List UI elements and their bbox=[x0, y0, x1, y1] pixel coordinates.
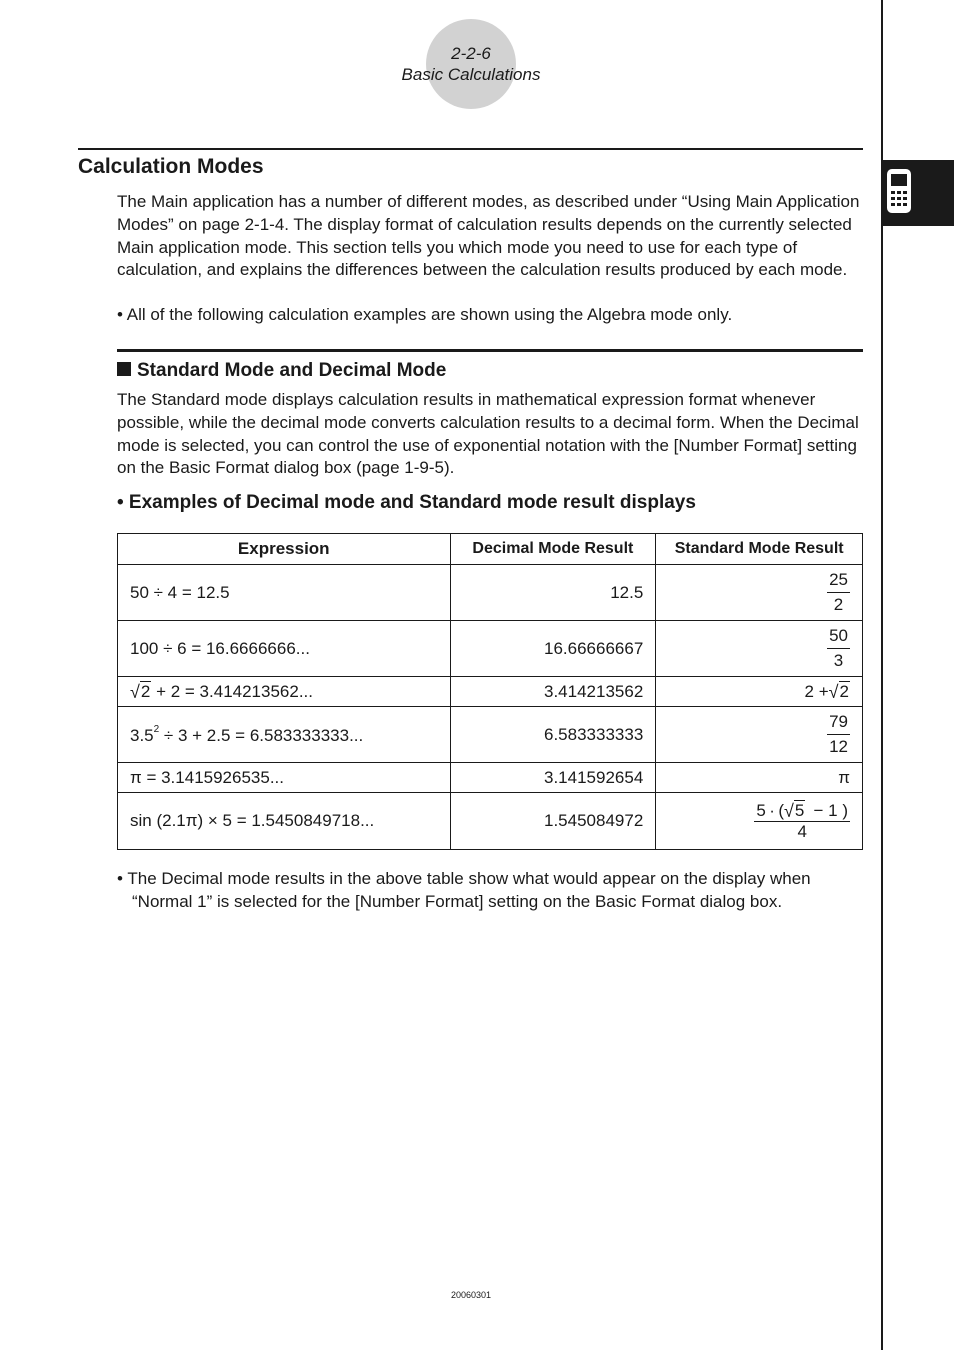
radicand: 5 bbox=[794, 800, 805, 820]
radicand: 2 bbox=[839, 681, 849, 701]
results-table bbox=[117, 533, 863, 850]
section-intro: The Main application has a number of different modes, as described under “Using Main Application Modes” on page 2-1-4. The display format of calculation results depends on the currently selected Main application mode. This section tells you which mode you need to use for each type of calculation, and explains the differences between the calculation results produced by each mode. bbox=[117, 192, 860, 280]
expression-cell: 50 ÷ 4 = 12.5 bbox=[118, 565, 451, 621]
decimal-result-cell: 16.66666667 bbox=[450, 621, 656, 677]
page-number: 2-2-6 bbox=[451, 44, 491, 63]
decimal-result-cell: 3.414213562 bbox=[450, 677, 656, 707]
expression-exponent: 2 bbox=[153, 723, 160, 735]
column-header: Expression bbox=[118, 534, 451, 565]
sqrt-sign: √ bbox=[130, 681, 140, 702]
decimal-result-cell: 3.141592654 bbox=[450, 763, 656, 793]
sqrt-sign: √ bbox=[828, 681, 839, 702]
fraction bbox=[754, 801, 850, 842]
table-row bbox=[118, 677, 863, 707]
page-number-circle bbox=[426, 19, 516, 109]
table-row bbox=[118, 565, 863, 621]
fraction-numerator: 79 bbox=[827, 710, 850, 735]
standard-prefix: 2 + bbox=[804, 681, 829, 701]
radicand: 2 bbox=[140, 681, 151, 701]
examples-title: • Examples of Decimal mode and Standard mode result displays bbox=[117, 492, 696, 513]
table-row bbox=[118, 793, 863, 850]
expression-base: 3.5 bbox=[130, 725, 154, 745]
expression-rest: + 2 = 3.414213562... bbox=[151, 681, 314, 701]
expression-rest: ÷ 3 + 2.5 = 6.583333333... bbox=[159, 725, 364, 745]
closing-note: • The Decimal mode results in the above table show what would appear on the display when “Normal 1” is selected for the [Number Format] setting on the Basic Format dialog box. bbox=[117, 869, 811, 911]
standard-result-cell: π bbox=[656, 763, 863, 793]
standard-result-cell bbox=[656, 677, 863, 707]
square-bullet-icon bbox=[117, 362, 131, 376]
fraction-denominator: 2 bbox=[833, 595, 844, 614]
fraction-denominator: 12 bbox=[829, 737, 848, 756]
fraction-numerator: 25 bbox=[827, 568, 850, 593]
calculator-icon bbox=[886, 168, 912, 214]
fraction bbox=[827, 710, 850, 759]
subsection-body: The Standard mode displays calculation results in mathematical expression format whenever possible, while the decimal mode converts calculation results to a decimal form. When the Decimal mode is selected, you can control the use of exponential notation with the [Number Format] setting on the Basic Format dialog box (page 1-9-5). bbox=[117, 390, 859, 478]
sqrt-sign: √ bbox=[784, 800, 794, 821]
fraction-numerator: 50 bbox=[827, 624, 850, 649]
fraction-denominator: 4 bbox=[797, 821, 807, 841]
fraction bbox=[827, 568, 850, 617]
fraction bbox=[827, 624, 850, 673]
standard-result-cell bbox=[656, 793, 863, 850]
standard-result-cell bbox=[656, 565, 863, 621]
subsection-title bbox=[117, 360, 446, 382]
expression-cell bbox=[118, 677, 451, 707]
section-note: • All of the following calculation examples are shown using the Algebra mode only. bbox=[117, 305, 733, 324]
table-row bbox=[118, 707, 863, 763]
column-header: Decimal Mode Result bbox=[450, 534, 656, 565]
subsection-title-text: Standard Mode and Decimal Mode bbox=[137, 360, 447, 381]
column-header: Standard Mode Result bbox=[656, 534, 863, 565]
table-header-row bbox=[118, 534, 863, 565]
decimal-result-cell: 6.583333333 bbox=[450, 707, 656, 763]
fraction-numerator bbox=[754, 801, 850, 822]
expression-cell: 100 ÷ 6 = 16.6666666... bbox=[118, 621, 451, 677]
table-row bbox=[118, 621, 863, 677]
expression-cell: π = 3.1415926535... bbox=[118, 763, 451, 793]
standard-result-cell bbox=[656, 707, 863, 763]
decimal-result-cell: 12.5 bbox=[450, 565, 656, 621]
section-divider bbox=[78, 148, 863, 150]
numerator-suffix: − 1 ) bbox=[805, 800, 848, 820]
numerator-prefix: 5 · ( bbox=[756, 800, 785, 820]
expression-cell: sin (2.1π) × 5 = 1.5450849718... bbox=[118, 793, 451, 850]
standard-result-cell bbox=[656, 621, 863, 677]
section-title: Calculation Modes bbox=[78, 155, 264, 178]
subsection-divider bbox=[117, 349, 863, 352]
footer-code: 20060301 bbox=[450, 1290, 492, 1300]
expression-cell bbox=[118, 707, 451, 763]
fraction-denominator: 3 bbox=[833, 651, 844, 670]
table-row bbox=[118, 763, 863, 793]
chapter-title: Basic Calculations bbox=[401, 65, 541, 84]
decimal-result-cell: 1.545084972 bbox=[450, 793, 656, 850]
